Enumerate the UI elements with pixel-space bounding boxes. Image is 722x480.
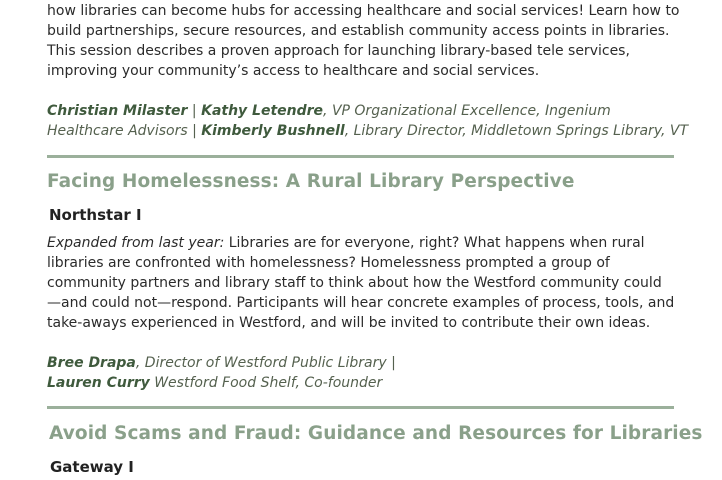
speaker-separator: | <box>187 103 202 119</box>
session2-speakers-line2 <box>47 373 687 393</box>
session1-description-line: how libraries can become hubs for accessing healthcare and social services! Learn how to <box>47 3 680 19</box>
speaker-role: , VP Organizational Excellence, Ingenium <box>323 103 611 119</box>
section-divider <box>47 406 674 409</box>
speaker-name: Kimberly Bushnell <box>201 123 345 139</box>
section-divider <box>47 155 674 158</box>
session1-speakers-line2 <box>47 121 687 141</box>
session2-description-line: —and could not—respond. Participants will hear concrete examples of process, tools, and <box>47 295 675 311</box>
speaker-name: Kathy Letendre <box>201 103 324 119</box>
session3-title: Avoid Scams and Fraud: Guidance and Resources for Libraries <box>49 423 703 444</box>
session2-lead: Expanded from last year: <box>47 235 225 251</box>
session2-description-line: take-aways experienced in Westford, and will be invited to contribute their own ideas. <box>47 315 651 331</box>
session1-description-line: build partnerships, secure resources, and establish community access points in libraries. <box>47 23 670 39</box>
session2-description-line <box>47 233 687 253</box>
speaker-name: Bree Drapa <box>47 355 136 371</box>
speaker-role: Healthcare Advisors | <box>47 123 202 139</box>
speaker-role: Westford Food Shelf, Co-founder <box>149 375 383 391</box>
session2-description-line: libraries are confronted with homelessness? Homelessness prompted a group of <box>47 255 610 271</box>
session1-description-line: This session describes a proven approach for launching library-based tele services, <box>47 43 630 59</box>
session2-room: Northstar I <box>49 206 142 224</box>
session2-title: Facing Homelessness: A Rural Library Perspective <box>47 171 575 192</box>
session1-description-line: improving your community’s access to healthcare and social services. <box>47 63 540 79</box>
session3-room: Gateway I <box>50 458 134 476</box>
speaker-name: Lauren Curry <box>47 375 150 391</box>
speaker-role: , Library Director, Middletown Springs Library, VT <box>344 123 689 139</box>
session1-speakers-line1 <box>47 101 687 121</box>
speaker-role: , Director of Westford Public Library | <box>135 355 396 371</box>
speaker-name: Christian Milaster <box>47 103 188 119</box>
session2-description-line: community partners and library staff to think about how the Westford community could <box>47 275 662 291</box>
session2-speakers-line1 <box>47 353 687 373</box>
session2-description-text: Libraries are for everyone, right? What happens when rural <box>224 235 645 251</box>
